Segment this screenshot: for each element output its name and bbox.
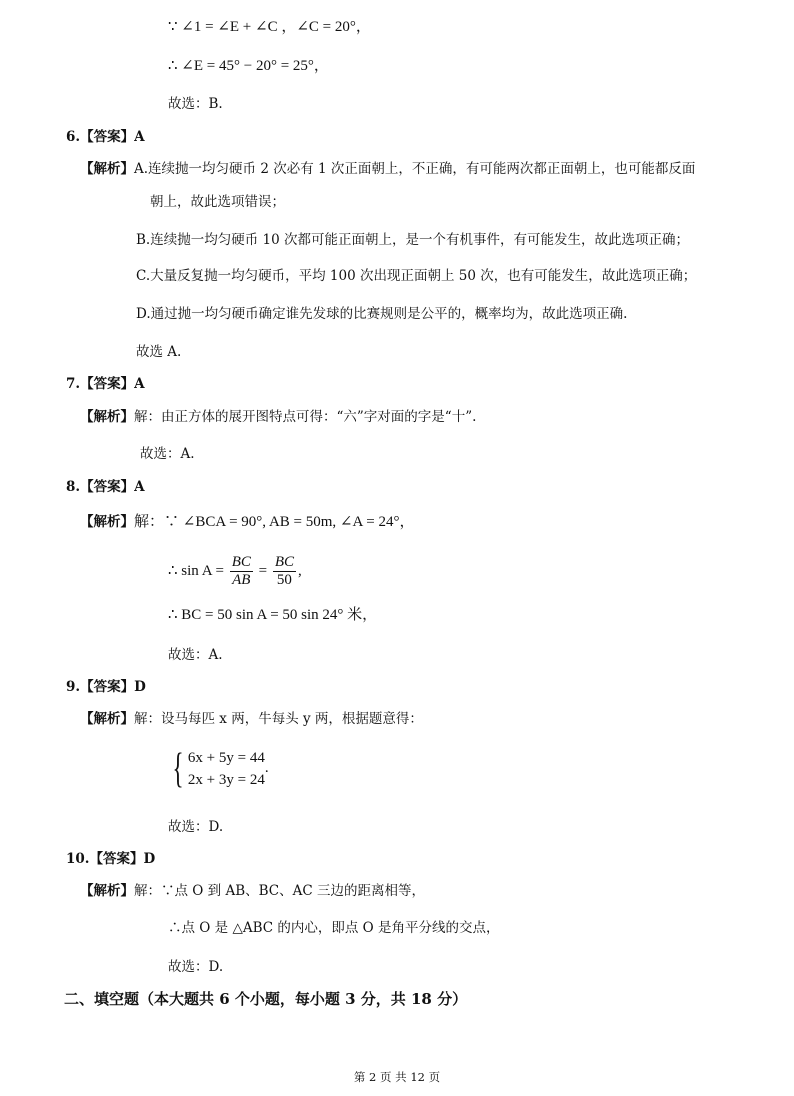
q8-fraction-bc-ab <box>230 554 253 589</box>
q6-header <box>66 128 145 146</box>
q8-given-line: 解：∵ ∠BCA = 90°, AB = 50m, ∠A = 24°， <box>134 514 415 530</box>
q8-header <box>66 478 145 496</box>
q9-answer: D <box>134 679 146 695</box>
q7-answer: A <box>134 376 145 392</box>
q6-option-c: C.大量反复抛一均匀硬币，平均 100 次出现正面朝上 50 次，也有可能发生，故此选项正确； <box>136 268 697 284</box>
q8-frac2-numerator: BC <box>274 554 294 571</box>
q8-choice: 故选：A. <box>168 647 223 663</box>
q10-analysis-text: 解：∵点 O 到 AB、BC、AC 三边的距离相等， <box>134 883 425 899</box>
q5-choice: 故选：B. <box>168 96 223 112</box>
q7-number: 7. <box>66 376 81 392</box>
q9-number: 9. <box>66 679 81 695</box>
q10-header <box>66 850 155 868</box>
q7-analysis-text: 解：由正方体的展开图特点可得：“六”字对面的字是“十”. <box>134 409 477 425</box>
q8-analysis-tag: 【解析】 <box>80 514 134 530</box>
q8-analysis <box>80 513 414 531</box>
q10-answer: D <box>143 851 156 867</box>
q9-equation-2: 2x + 3y = 24 <box>187 771 265 788</box>
q6-option-d: D.通过抛一均匀硬币确定谁先发球的比赛规则是公平的，概率均为，故此选项正确. <box>136 306 628 322</box>
q7-header <box>66 375 145 393</box>
q6-option-b: B.连续抛一均匀硬币 10 次都可能正面朝上，是一个有机事件，有可能发生，故此选项正确； <box>136 232 689 248</box>
q10-analysis <box>80 882 425 900</box>
q10-choice: 故选：D. <box>168 959 224 975</box>
q6-answer: A <box>134 129 145 145</box>
q8-answer: A <box>134 479 145 495</box>
q6-answer-tag: 【答案】 <box>80 129 135 145</box>
q10-answer-tag: 【答案】 <box>89 851 144 867</box>
q8-equals: = <box>258 563 268 579</box>
q9-choice: 故选：D. <box>168 819 224 835</box>
section-heading: 二、填空题（本大题共 6 个小题，每小题 3 分，共 18 分） <box>64 990 468 1008</box>
q5-since-line: ∵ ∠1 = ∠E + ∠C ，∠C = 20°， <box>168 19 371 35</box>
q9-answer-tag: 【答案】 <box>80 679 135 695</box>
q8-bc-result: ∴ BC = 50 sin A = 50 sin 24° 米， <box>168 607 378 623</box>
q10-incenter-line: ∴点 O 是 △ABC 的内心，即点 O 是角平分线的交点， <box>168 920 500 936</box>
q8-answer-tag: 【答案】 <box>80 479 135 495</box>
q5-therefore-line: ∴ ∠E = 45° − 20° = 25°， <box>168 58 329 74</box>
left-brace-icon: { <box>172 745 184 792</box>
q9-analysis <box>80 710 423 728</box>
q9-equation-system <box>168 746 269 791</box>
q8-frac1-numerator: BC <box>231 554 251 571</box>
q8-sin-prefix: ∴ sin A = <box>168 563 224 579</box>
q9-equation-end: . <box>264 760 269 776</box>
q6-option-a-cont: 朝上，故此选项错误； <box>150 194 285 210</box>
q10-number: 10. <box>66 851 90 867</box>
q9-system-rows <box>188 747 265 791</box>
q8-sin-suffix: , <box>298 563 302 579</box>
q9-equation-1: 6x + 5y = 44 <box>187 749 265 766</box>
q7-analysis <box>80 408 476 426</box>
q7-analysis-tag: 【解析】 <box>80 409 134 425</box>
page-footer: 第 2 页 共 12 页 <box>353 1070 441 1084</box>
q6-number: 6. <box>66 129 81 145</box>
q6-analysis-tag: 【解析】 <box>80 161 134 177</box>
q6-analysis-line-a1 <box>80 160 695 178</box>
q9-analysis-tag: 【解析】 <box>80 711 134 727</box>
q10-analysis-tag: 【解析】 <box>80 883 134 899</box>
q9-analysis-text: 解：设马每匹 x 两，牛每头 y 两，根据题意得： <box>134 711 423 727</box>
q8-frac2-denominator: 50 <box>276 572 292 589</box>
q7-answer-tag: 【答案】 <box>80 376 135 392</box>
q7-choice: 故选：A. <box>140 446 195 462</box>
q9-header <box>66 678 146 696</box>
q8-sin-equation <box>168 553 302 589</box>
q6-choice: 故选 A. <box>136 344 182 360</box>
q8-frac1-denominator: AB <box>232 572 251 589</box>
q8-number: 8. <box>66 479 81 495</box>
q6-option-a-text: A.连续抛一均匀硬币 2 次必有 1 次正面朝上，不正确，有可能两次都正面朝上，也可能都反面 <box>134 161 696 177</box>
q8-fraction-bc-50 <box>273 554 296 589</box>
